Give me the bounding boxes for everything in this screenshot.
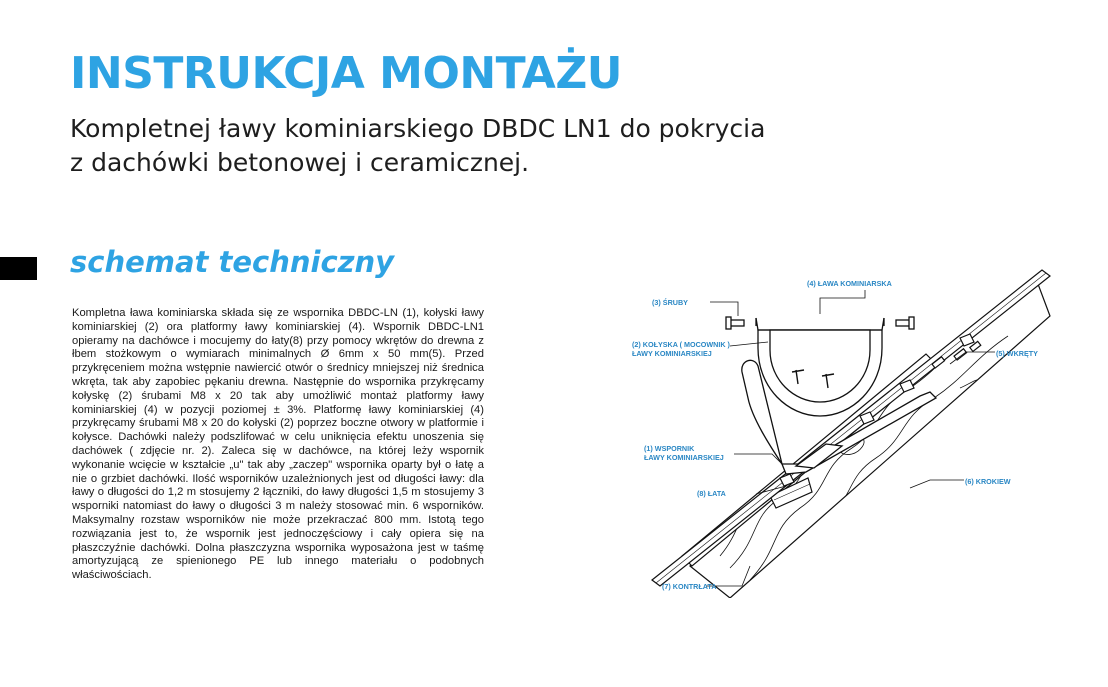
bench-platform [756, 318, 884, 330]
subtitle [70, 112, 765, 180]
subtitle-line-1: Kompletnej ławy kominiarskiego DBDC LN1 do pokrycia [70, 114, 766, 143]
technical-diagram [630, 268, 1060, 598]
label-counter-batten: (7) KONTRŁATA [662, 582, 717, 591]
roof-tiles [652, 270, 1050, 586]
section-title: schemat techniczny [70, 245, 395, 279]
label-bench: (4) ŁAWA KOMINIARSKA [807, 279, 892, 288]
label-rafter: (6) KROKIEW [965, 477, 1011, 486]
cradle [758, 330, 882, 416]
label-batten: (8) ŁATA [697, 489, 726, 498]
bolts [726, 317, 914, 329]
label-bolts: (3) ŚRUBY [652, 298, 688, 307]
section-marker-bar [0, 257, 37, 280]
label-cradle-2: ŁAWY KOMINIARSKIEJ [632, 349, 712, 358]
label-cradle-1: (2) KOŁYSKA ( MOCOWNIK ) [632, 340, 730, 349]
description-paragraph: Kompletna ława kominiarska składa się ze wspornika DBDC-LN (1), kołyski ławy kominiarskiej (2) ora platformy ławy kominiarskiej (4). Wspornik DBDC-LN1 opieramy na dachówce i mocujemy do łaty(8) przy pomocy wkrętów do drewna z łbem stożkowym o wymiarach minimalnych Ø 6mm x 50 mm(5). Przed przykręceniem można wstępnie nawiercić otwór o średnicy mniejszej niż średnica wkręta, tak aby zapobiec pękaniu drewna. Następnie do wspornika przykręcamy kołyskę (2) śrubami M8 x 20 tak aby umożliwić montaż platformy ławy kominiarskiej (4) w pozycji poziomej ± 3%. Platformę ławy kominiarskiej (4) przykręcamy śrubami M8 x 20 do kołyski (2) poprzez boczne otwory w platformie i kołysce. Dachówki należy podszlifować w celu uniknięcia efektu unoszenia się dachówek ( zdjęcie nr. 2). Zaleca się w dachówce, na której leży wspornik wykonanie wcięcie w kształcie „u" tak aby „zaczep" wspornika oparty był o łatę a nie o grzbiet dachówki. Ilość wsporników uzależnionych jest od długości ławy: dla ławy o długości do 1,2 m stosujemy 2 łączniki, do ławy długości 1,5 m stosujemy 3 wsporniki natomiast do ławy o długości 3 m należy stosować min. 6 wsporników. Maksymalny rozstaw wsporników nie może przekraczać 800 mm. Istotą tego rozwiązania jest to, że wspornik jest jednoczęściowy i cały opiera się na płaszczyźnie dachówki. Dolna płaszczyzna wspornika wyposażona jest w taśmę amortyzującą ze spienionego PE lub innego materiału o podobnych właściwościach. [72, 307, 484, 582]
page-title: INSTRUKCJA MONTAŻU [70, 48, 622, 99]
label-bracket-2: ŁAWY KOMINIARSKIEJ [644, 453, 724, 462]
subtitle-line-2: z dachówki betonowej i ceramicznej. [70, 148, 530, 177]
label-bracket-1: (1) WSPORNIK [644, 444, 695, 453]
label-screws: (5) WKRĘTY [996, 349, 1038, 358]
